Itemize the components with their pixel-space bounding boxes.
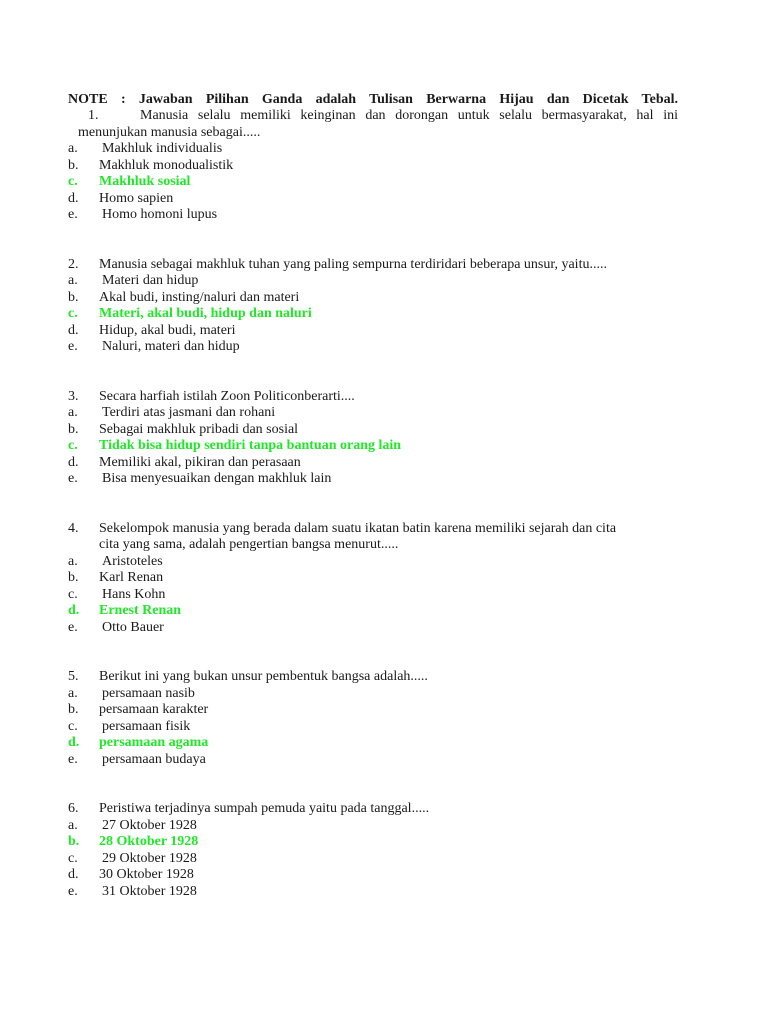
question-stem — [68, 801, 678, 818]
option — [68, 587, 678, 604]
option-letter: d. — [68, 735, 80, 750]
question-stem — [68, 257, 678, 274]
option-letter: b. — [68, 289, 79, 305]
option-text: Akal budi, insting/naluri dan materi — [99, 289, 300, 305]
option-list — [68, 405, 678, 488]
question-number: 1. — [88, 108, 99, 123]
question-number: 5. — [68, 669, 79, 684]
option-correct — [68, 174, 678, 191]
option-letter: a. — [68, 405, 78, 420]
option-text: Naluri, materi dan hidup — [102, 339, 240, 354]
option — [68, 570, 678, 587]
option — [68, 158, 678, 175]
option-letter: a. — [68, 817, 78, 833]
option-text: Karl Renan — [99, 570, 164, 585]
option-text: Materi, akal budi, hidup dan naluri — [99, 306, 312, 321]
option-letter: e. — [68, 751, 78, 767]
option-text: Bisa menyesuaikan dengan makhluk lain — [102, 471, 332, 486]
option-letter: a. — [68, 553, 78, 569]
option-text: Materi dan hidup — [102, 273, 199, 288]
option — [68, 818, 678, 835]
option-letter: e. — [68, 883, 78, 899]
question-stem — [68, 108, 678, 141]
option-letter: e. — [68, 339, 78, 354]
option-letter: d. — [68, 190, 79, 206]
question-3 — [68, 389, 678, 488]
option-correct — [68, 735, 678, 752]
option-letter: d. — [68, 454, 79, 470]
option-list — [68, 686, 678, 769]
option-text: persamaan fisik — [102, 718, 191, 734]
option — [68, 339, 678, 356]
option — [68, 752, 678, 769]
note-heading: NOTE : Jawaban Pilihan Ganda adalah Tulisan Berwarna Hijau dan Dicetak Tebal. — [68, 92, 678, 107]
question-text: Manusia selalu memiliki keinginan dan dorongan untuk selalu bermasyarakat, hal ini menunjukan manusia sebagai..... — [78, 108, 678, 140]
option-letter: b. — [68, 834, 80, 849]
option — [68, 290, 678, 307]
option-text: 29 Oktober 1928 — [102, 850, 197, 866]
question-stem — [68, 669, 678, 686]
option — [68, 686, 678, 703]
question-number: 4. — [68, 520, 79, 536]
question-text: Berikut ini yang bukan unsur pembentuk bangsa adalah..... — [99, 669, 428, 684]
option-letter: b. — [68, 570, 79, 585]
option-correct — [68, 603, 678, 620]
option-text: 27 Oktober 1928 — [102, 817, 197, 833]
question-number: 3. — [68, 388, 79, 404]
question-stem — [68, 521, 678, 554]
option-text: Homo homoni lupus — [102, 207, 218, 222]
option-text: Aristoteles — [102, 553, 163, 569]
option-list — [68, 818, 678, 901]
option-text: Hans Kohn — [102, 586, 166, 602]
option-correct — [68, 834, 678, 851]
option-correct — [68, 438, 678, 455]
option-text: persamaan karakter — [99, 702, 209, 717]
option-letter: b. — [68, 702, 79, 717]
option-letter: e. — [68, 207, 78, 222]
question-number: 2. — [68, 256, 79, 272]
option — [68, 273, 678, 290]
option-text: Sebagai makhluk pribadi dan sosial — [99, 421, 299, 437]
question-stem — [68, 389, 678, 406]
option-text: Makhluk sosial — [99, 174, 191, 189]
question-4 — [68, 521, 678, 637]
option-text: 31 Oktober 1928 — [102, 883, 197, 899]
option-text: Hidup, akal budi, materi — [99, 322, 236, 338]
question-text: Manusia sebagai makhluk tuhan yang paling sempurna terdiridari beberapa unsur, yaitu..... — [99, 256, 607, 272]
option — [68, 141, 678, 158]
option — [68, 554, 678, 571]
option-text: Tidak bisa hidup sendiri tanpa bantuan orang lain — [99, 438, 402, 453]
option — [68, 455, 678, 472]
option-text: Memiliki akal, pikiran dan perasaan — [99, 454, 301, 470]
option-text: 28 Oktober 1928 — [99, 834, 199, 849]
question-2 — [68, 257, 678, 356]
document-page — [68, 92, 678, 933]
question-6 — [68, 801, 678, 900]
question-text: Peristiwa terjadinya sumpah pemuda yaitu pada tanggal..... — [99, 801, 430, 816]
option-list — [68, 273, 678, 356]
option — [68, 719, 678, 736]
option-letter: c. — [68, 306, 78, 321]
option-text: persamaan agama — [99, 735, 209, 750]
option-text: Otto Bauer — [102, 619, 164, 635]
option — [68, 207, 678, 224]
option — [68, 702, 678, 719]
option-letter: b. — [68, 157, 79, 173]
option-text: 30 Oktober 1928 — [99, 867, 194, 882]
option-letter: d. — [68, 867, 79, 882]
option-letter: e. — [68, 619, 78, 635]
option-letter: a. — [68, 685, 78, 701]
question-5 — [68, 669, 678, 768]
option — [68, 884, 678, 901]
option — [68, 422, 678, 439]
option-letter: c. — [68, 718, 78, 734]
option-letter: d. — [68, 603, 80, 618]
option-text: Homo sapien — [99, 190, 174, 206]
option-text: persamaan nasib — [102, 685, 195, 701]
option-text: Ernest Renan — [99, 603, 182, 618]
option — [68, 620, 678, 637]
option — [68, 405, 678, 422]
option-text: Terdiri atas jasmani dan rohani — [102, 405, 276, 420]
question-number: 6. — [68, 801, 79, 816]
option-letter: a. — [68, 141, 78, 156]
option — [68, 323, 678, 340]
option-text: persamaan budaya — [102, 751, 206, 767]
option-correct — [68, 306, 678, 323]
option — [68, 867, 678, 884]
option — [68, 851, 678, 868]
option-letter: c. — [68, 586, 78, 602]
option-text: Makhluk individualis — [102, 141, 223, 156]
option-letter: c. — [68, 438, 78, 453]
option-letter: b. — [68, 421, 79, 437]
option — [68, 471, 678, 488]
option-letter: a. — [68, 273, 78, 288]
option-text: Makhluk monodualistik — [99, 157, 234, 173]
question-1 — [68, 108, 678, 224]
option-letter: d. — [68, 322, 79, 338]
option-letter: e. — [68, 471, 78, 486]
option-letter: c. — [68, 850, 78, 866]
option-list — [68, 554, 678, 637]
option — [68, 191, 678, 208]
option-list — [68, 141, 678, 224]
question-text: Secara harfiah istilah Zoon Politiconberarti.... — [99, 388, 355, 404]
option-letter: c. — [68, 174, 78, 189]
question-text: Sekelompok manusia yang berada dalam suatu ikatan batin karena memiliki sejarah dan cita cita yang sama, adalah pengertian bangsa menurut..... — [99, 520, 617, 552]
